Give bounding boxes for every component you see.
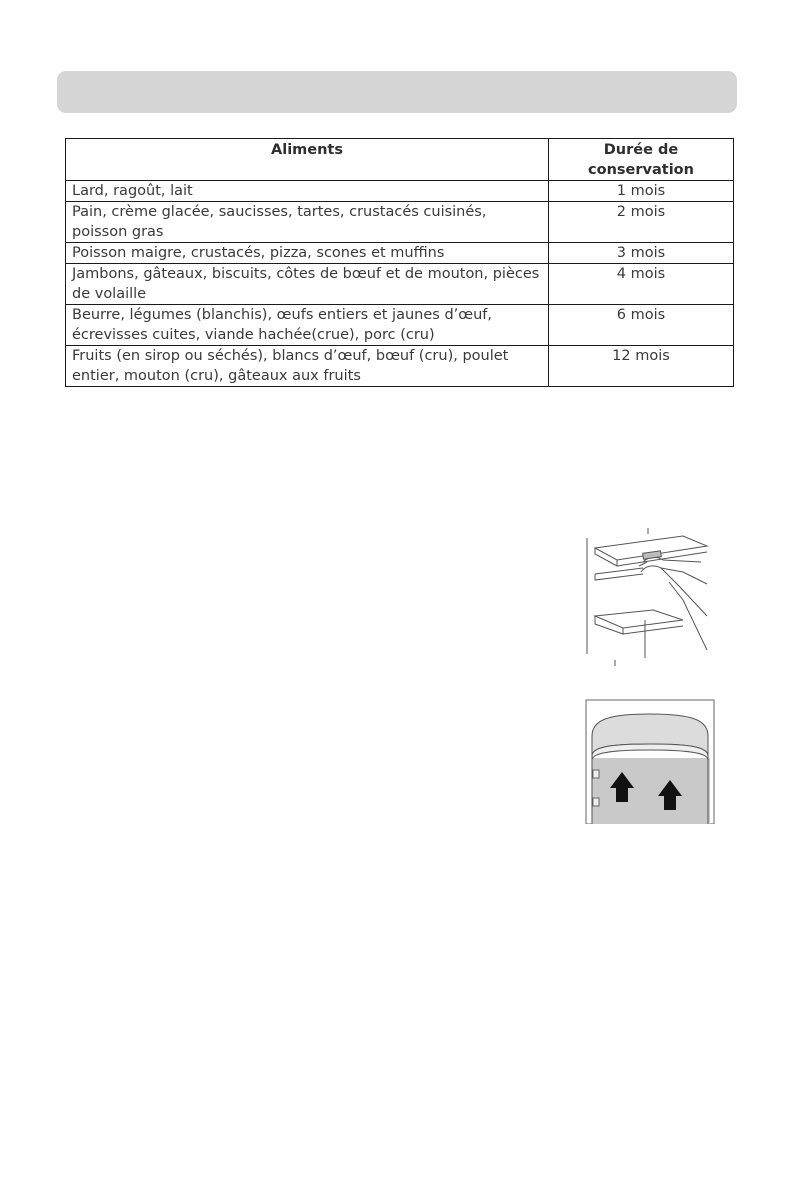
table-row — [66, 305, 734, 346]
header-duration: Durée de conservation — [549, 139, 734, 181]
door-bin-lift-arrows-icon — [584, 698, 716, 824]
duration-cell: 6 mois — [549, 305, 734, 346]
storage-duration-table — [65, 138, 734, 387]
table-header-row — [66, 139, 734, 181]
food-cell: Fruits (en sirop ou séchés), blancs d’œuf, bœuf (cru), poulet entier, mouton (cru), gâteaux aux fruits — [66, 346, 549, 387]
shelf-removal-hand-icon — [583, 526, 713, 666]
duration-cell: 3 mois — [549, 243, 734, 264]
table-row — [66, 346, 734, 387]
table-row — [66, 243, 734, 264]
duration-cell: 2 mois — [549, 202, 734, 243]
duration-cell: 1 mois — [549, 181, 734, 202]
food-cell: Lard, ragoût, lait — [66, 181, 549, 202]
duration-cell: 12 mois — [549, 346, 734, 387]
section-header-bar — [57, 71, 737, 113]
food-cell: Jambons, gâteaux, biscuits, côtes de bœuf et de mouton, pièces de volaille — [66, 264, 549, 305]
table-row — [66, 202, 734, 243]
table-row — [66, 264, 734, 305]
header-food: Aliments — [66, 139, 549, 181]
food-cell: Beurre, légumes (blanchis), œufs entiers et jaunes d’œuf, écrevisses cuites, viande hachée(crue), porc (cru) — [66, 305, 549, 346]
table-row — [66, 181, 734, 202]
duration-cell: 4 mois — [549, 264, 734, 305]
food-cell: Pain, crème glacée, saucisses, tartes, crustacés cuisinés, poisson gras — [66, 202, 549, 243]
food-cell: Poisson maigre, crustacés, pizza, scones et muffins — [66, 243, 549, 264]
